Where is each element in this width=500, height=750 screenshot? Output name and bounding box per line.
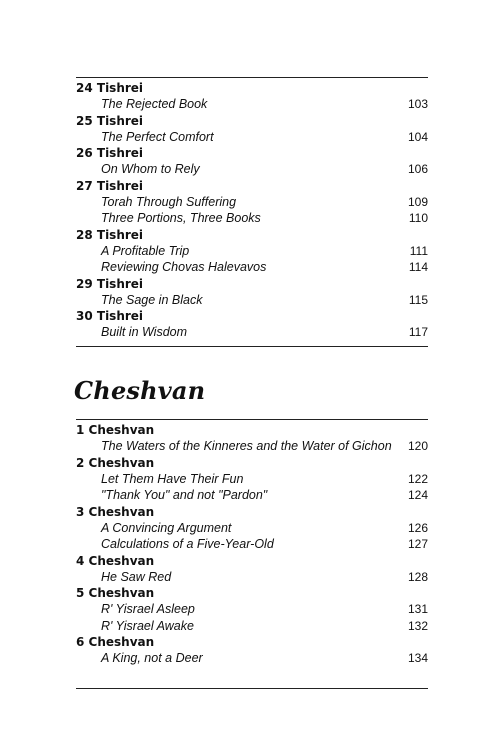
entry-title: Torah Through Suffering [101,194,237,209]
toc-entry[interactable] [76,536,428,553]
entry-page-number: 122 [407,471,428,486]
entry-page-number: 114 [408,260,428,274]
toc-entry[interactable] [76,520,428,537]
entry-title: On Whom to Rely [101,162,200,176]
toc-entry[interactable] [76,243,428,260]
day-heading: 26 Tishrei [76,146,144,160]
entry-page-number: 110 [408,211,428,225]
title-rule [76,419,428,420]
entry-page-number: 117 [408,325,428,339]
entry-title: R' Yisrael Asleep [101,602,195,616]
entry-page-number: 127 [407,537,428,551]
entry-page-number: 104 [407,129,428,144]
day-heading: 6 Cheshvan [76,635,155,649]
entry-title: Built in Wisdom [101,325,188,339]
entry-title: A King, not a Deer [101,651,203,665]
cheshvan-section [76,422,428,667]
toc-entry[interactable] [76,438,428,455]
entry-title: The Rejected Book [101,97,208,111]
toc-entry[interactable] [76,292,428,309]
entry-page-number: 128 [407,569,428,584]
toc-entry[interactable] [76,96,428,113]
entry-title: The Waters of the Kinneres and the Water of Gichon [101,439,392,453]
entry-title: The Sage in Black [101,292,203,307]
bottom-rule [76,688,428,689]
toc-entry[interactable] [76,259,428,276]
day-heading: 28 Tishrei [76,227,144,242]
toc-entry[interactable] [76,194,428,211]
entry-page-number: 120 [407,439,428,453]
day-heading: 4 Cheshvan [76,553,155,568]
day-heading: 25 Tishrei [76,113,144,128]
day-heading: 30 Tishrei [76,309,144,323]
toc-entry[interactable] [76,601,428,618]
entry-page-number: 134 [407,651,428,665]
entry-page-number: 103 [407,97,428,111]
toc-entry[interactable] [76,650,428,667]
toc-entry[interactable] [76,618,428,635]
toc-entry[interactable] [76,324,428,341]
entry-title: A Profitable Trip [101,243,190,258]
toc-entry[interactable] [76,487,428,504]
entry-title: A Convincing Argument [101,520,232,535]
section-end-rule [76,346,428,347]
entry-title: R' Yisrael Awake [101,618,194,633]
day-heading: 5 Cheshvan [76,586,155,600]
tishrei-section [76,80,428,341]
entry-title: "Thank You" and not "Pardon" [101,488,268,502]
day-heading: 24 Tishrei [76,81,144,95]
entry-title: He Saw Red [101,569,172,584]
day-heading: 29 Tishrei [76,276,144,291]
entry-page-number: 115 [408,292,428,307]
entry-page-number: 111 [409,243,428,258]
entry-page-number: 132 [407,618,428,633]
toc-entry[interactable] [76,161,428,178]
entry-page-number: 106 [407,162,428,176]
toc-entry[interactable] [76,569,428,586]
entry-title: Reviewing Chovas Halevavos [101,260,267,274]
entry-title: The Perfect Comfort [101,129,214,144]
entry-page-number: 131 [407,602,428,616]
day-heading: 3 Cheshvan [76,504,155,519]
day-heading: 1 Cheshvan [76,423,155,437]
top-rule [76,77,428,78]
toc-entry[interactable] [76,210,428,227]
toc-entry[interactable] [76,471,428,488]
entry-page-number: 124 [407,488,428,502]
day-heading: 2 Cheshvan [76,455,155,470]
day-heading: 27 Tishrei [76,178,144,193]
entry-page-number: 109 [407,194,428,209]
entry-page-number: 126 [407,520,428,535]
section-title: Cheshvan [74,376,206,405]
entry-title: Let Them Have Their Fun [101,471,244,486]
toc-entry[interactable] [76,129,428,146]
entry-title: Three Portions, Three Books [101,211,261,225]
entry-title: Calculations of a Five-Year-Old [101,537,274,551]
